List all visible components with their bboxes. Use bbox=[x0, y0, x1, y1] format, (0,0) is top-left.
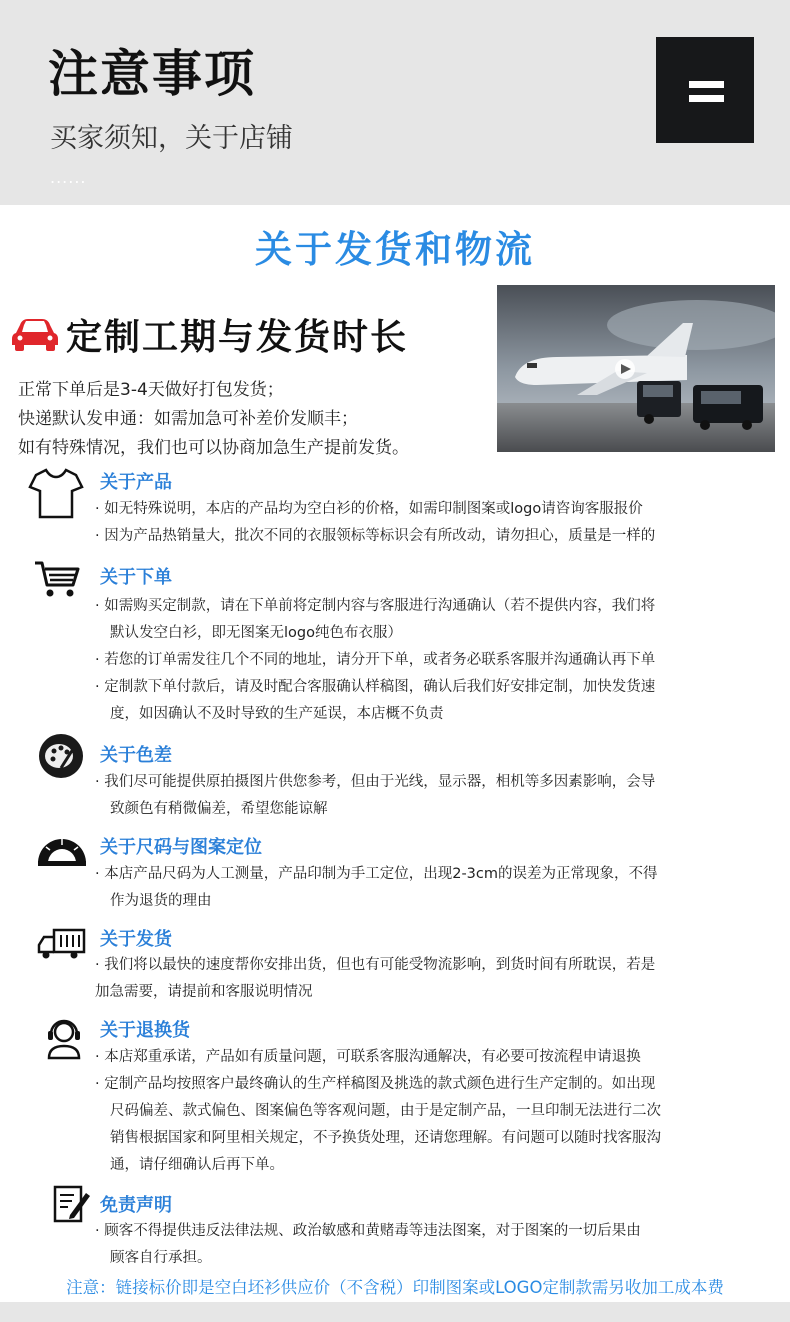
menu-button[interactable] bbox=[656, 37, 754, 143]
section-title: 关于发货 bbox=[100, 929, 172, 950]
section-line: · 因为产品热销量大，批次不同的衣服领标等标识会有所改动，请勿担心，质量是一样的 bbox=[95, 528, 656, 544]
section-line: · 若您的订单需发往几个不同的地址，请分开下单，或者务必联系客服并沟通确认再下单 bbox=[95, 652, 656, 668]
document-edit-icon bbox=[52, 1183, 92, 1225]
shipping-line: 正常下单后是3-4天做好打包发货； bbox=[18, 380, 284, 400]
section-line: 通，请仔细确认后再下单。 bbox=[110, 1157, 284, 1173]
section-line: · 我们尽可能提供原拍摄图片供您参考，但由于光线，显示器，相机等多因素影响，会导 bbox=[95, 774, 656, 790]
section-line: · 如无特殊说明，本店的产品均为空白衫的价格，如需印制图案或logo请咨询客服报价 bbox=[95, 501, 643, 517]
section-line: · 如需购买定制款，请在下单前将定制内容与客服进行沟通确认（若不提供内容，我们将 bbox=[95, 598, 656, 614]
section-line: · 定制产品均按照客户最终确认的生产样稿图及挑选的款式颜色进行生产定制的。如出现 bbox=[95, 1076, 656, 1092]
shipping-line: 快递默认发申通：如需加急可补差价发顺丰； bbox=[18, 409, 358, 429]
section-title: 关于下单 bbox=[100, 567, 172, 588]
section-line: · 本店郑重承诺，产品如有质量问题，可联系客服沟通解决，有必要可按流程申请退换 bbox=[95, 1049, 641, 1065]
cart-icon bbox=[33, 559, 81, 599]
section-line: 加急需要，请提前和客服说明情况 bbox=[95, 984, 313, 1000]
page-title: 注意事项 bbox=[48, 45, 256, 103]
shipping-title: 定制工期与发货时长 bbox=[66, 317, 409, 358]
section-line: 顾客自行承担。 bbox=[110, 1250, 212, 1266]
section-title: 关于色差 bbox=[100, 745, 172, 766]
palette-icon bbox=[37, 732, 85, 780]
section-line: 销售根据国家和阿里相关规定，不予换货处理，还请您理解。有问题可以随时找客服沟 bbox=[110, 1130, 661, 1146]
page-subtitle: 买家须知，关于店铺 bbox=[50, 123, 293, 154]
section-title: 关于退换货 bbox=[100, 1020, 190, 1041]
section-line: 默认发空白衫，即无图案无logo纯色布衣服） bbox=[110, 625, 402, 641]
header-dots: ...... bbox=[50, 168, 87, 187]
section-line: 尺码偏差、款式偏色、图案偏色等客观问题，由于是定制产品，一旦印制无法进行二次 bbox=[110, 1103, 661, 1119]
truck-icon bbox=[36, 927, 86, 961]
car-icon bbox=[12, 317, 58, 353]
bottom-note: 注意：链接标价即是空白坯衫供应价（不含税）印制图案或LOGO定制款需另收加工成本费 bbox=[66, 1278, 724, 1297]
shipping-line: 如有特殊情况，我们也可以协商加急生产提前发货。 bbox=[18, 438, 409, 458]
section-line: · 定制款下单付款后，请及时配合客服确认样稿图，确认后我们好安排定制，加快发货速 bbox=[95, 679, 656, 695]
section-line: · 顾客不得提供违反法律法规、政治敏感和黄赌毒等违法图案，对于图案的一切后果由 bbox=[95, 1223, 641, 1239]
menu-icon bbox=[689, 81, 724, 88]
section-line: 致颜色有稍微偏差，希望您能谅解 bbox=[110, 801, 328, 817]
page-header bbox=[0, 0, 790, 205]
section-line: 作为退货的理由 bbox=[110, 893, 212, 909]
section-title: 关于尺码与图案定位 bbox=[100, 837, 262, 858]
content-panel bbox=[0, 205, 790, 1302]
section-line: · 我们将以最快的速度帮你安排出货，但也有可能受物流影响，到货时间有所耽误，若是 bbox=[95, 957, 656, 973]
tshirt-icon bbox=[28, 467, 84, 519]
section-title: 免责声明 bbox=[100, 1195, 172, 1216]
section-line: · 本店产品尺码为人工测量，产品印制为手工定位，出现2-3cm的误差为正常现象，不得 bbox=[95, 866, 658, 882]
cargo-plane-photo bbox=[497, 285, 775, 452]
section-title: 关于产品 bbox=[100, 472, 172, 493]
section-heading: 关于发货和物流 bbox=[255, 228, 535, 271]
section-line: 度，如因确认不及时导致的生产延误，本店概不负责 bbox=[110, 706, 444, 722]
ruler-icon bbox=[36, 831, 88, 867]
headset-icon bbox=[44, 1016, 84, 1060]
